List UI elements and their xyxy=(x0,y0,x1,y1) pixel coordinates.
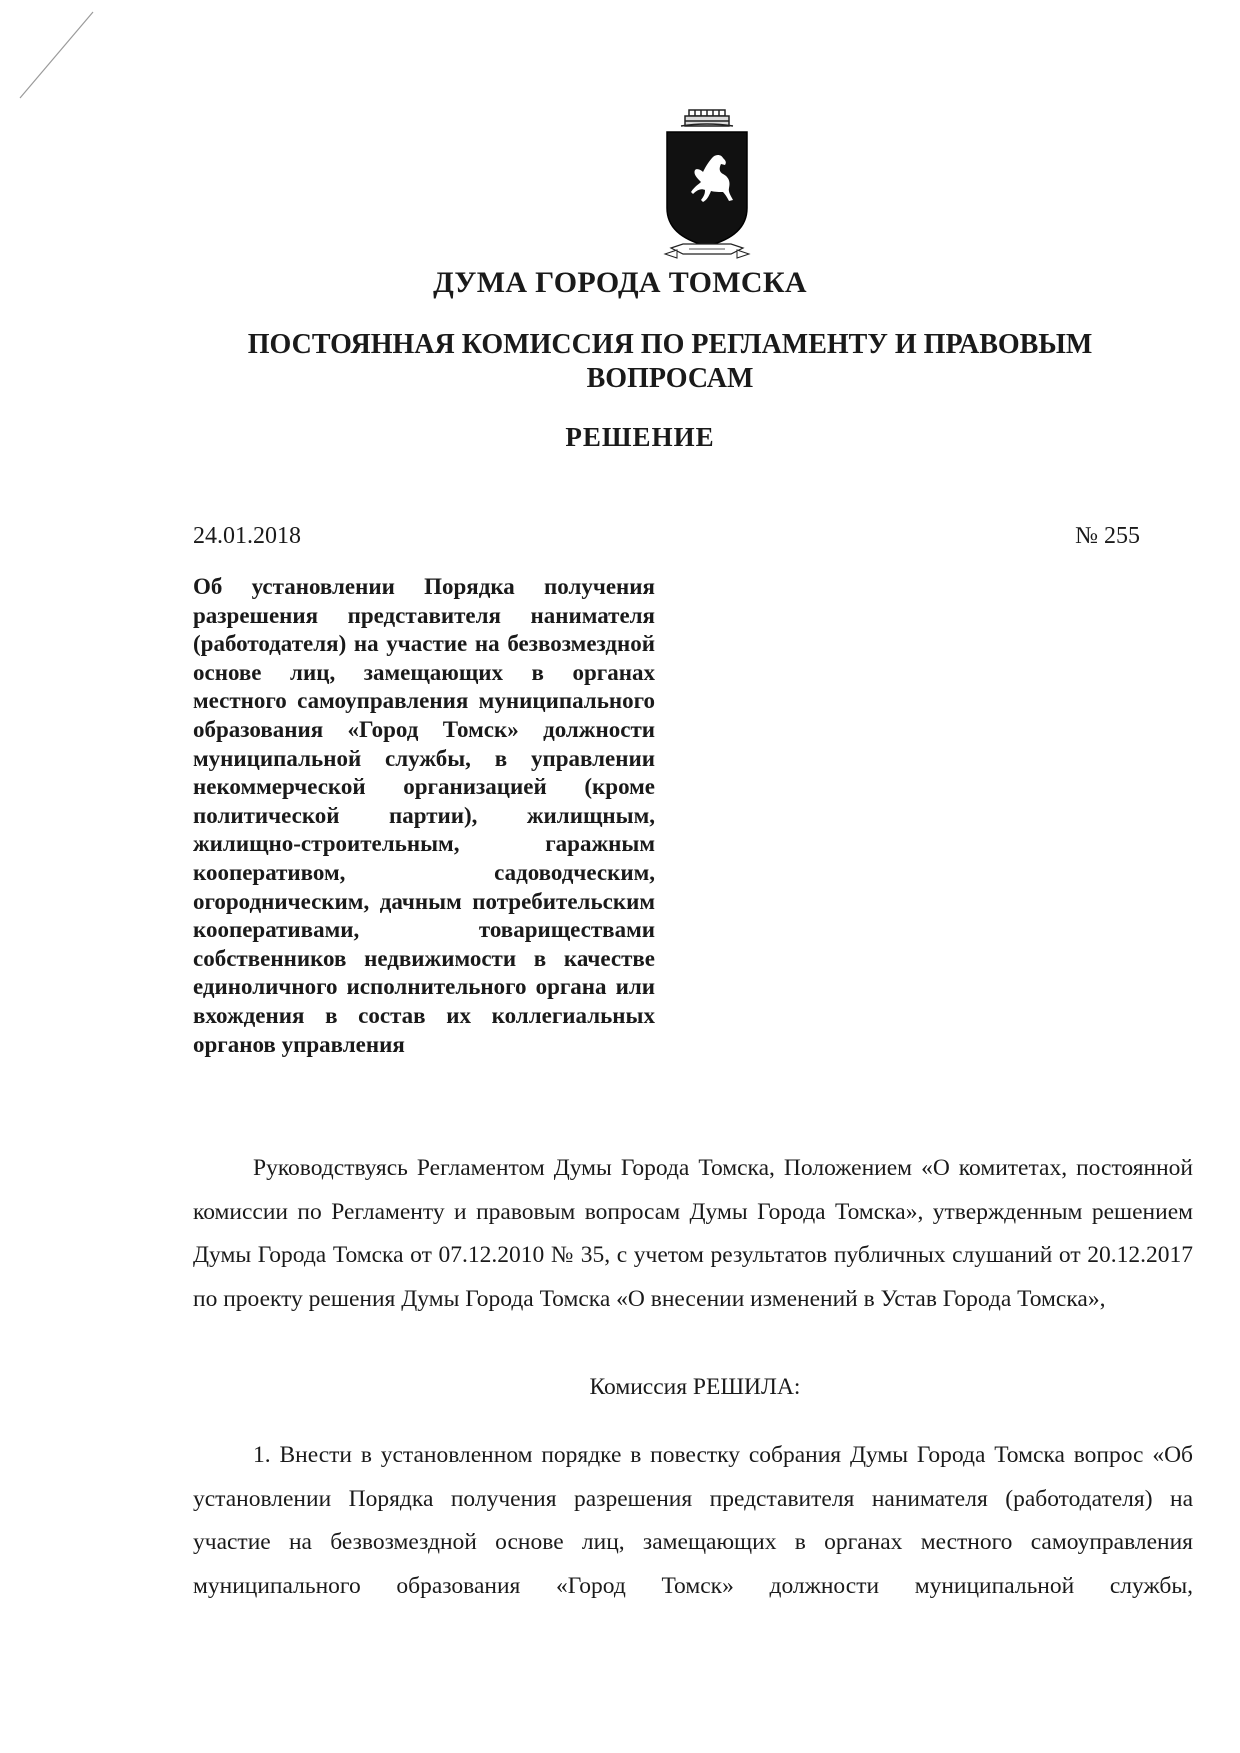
document-subject: Об установлении Порядка получения разрешения представителя нанимателя (работодателя) на участие на безвозмездной основе лиц, замещающих в органах местного самоуправления муниципального образования «Город Томск» должности муниципальной службы, в управлении некоммерческой организацией (кроме политической партии), жилищным, жилищно-строительным, гаражным кооперативом, садоводческим, огородническим, дачным потребительским кооперативами, товариществами собственников недвижимости в качестве единоличного исполнительного органа или вхождения в состав их коллегиальных органов управления xyxy=(193,574,655,1057)
tomsk-coat-of-arms-icon xyxy=(657,108,757,268)
document-date: 24.01.2018 xyxy=(193,523,301,549)
resolved-heading: Комиссия РЕШИЛА: xyxy=(589,1374,801,1400)
document-type-heading: РЕШЕНИЕ xyxy=(565,422,715,452)
crown-icon xyxy=(681,110,733,126)
document-number: № 255 xyxy=(1075,523,1140,549)
resolution-item-1: 1. Внести в установленном порядке в повестку собрания Думы Города Томска вопрос «Об установлении Порядка получения разрешения представителя нанимателя (работодателя) на участие на безвозмездной основе лиц, замещающих в органах местного самоуправления муниципального образования «Город Томск» должности муниципальной службы, xyxy=(193,1442,1193,1599)
scan-artifact-line xyxy=(18,10,148,130)
commission-title: ПОСТОЯННАЯ КОМИССИЯ ПО РЕГЛАМЕНТУ И ПРАВОВЫМ ВОПРОСАМ xyxy=(247,329,1093,394)
org-title: ДУМА ГОРОДА ТОМСКА xyxy=(433,266,807,299)
ribbon-icon xyxy=(665,244,749,258)
preamble-paragraph: Руководствуясь Регламентом Думы Города Томска, Положением «О комитетах, постоянной комиссии по Регламенту и правовым вопросам Думы Города Томска», утвержденным решением Думы Города Томска от 07.12.2010 № 35, с учетом результатов публичных слушаний от 20.12.2017 по проекту решения Думы Города Томска «О внесении изменений в Устав Города Томска», xyxy=(193,1155,1193,1312)
